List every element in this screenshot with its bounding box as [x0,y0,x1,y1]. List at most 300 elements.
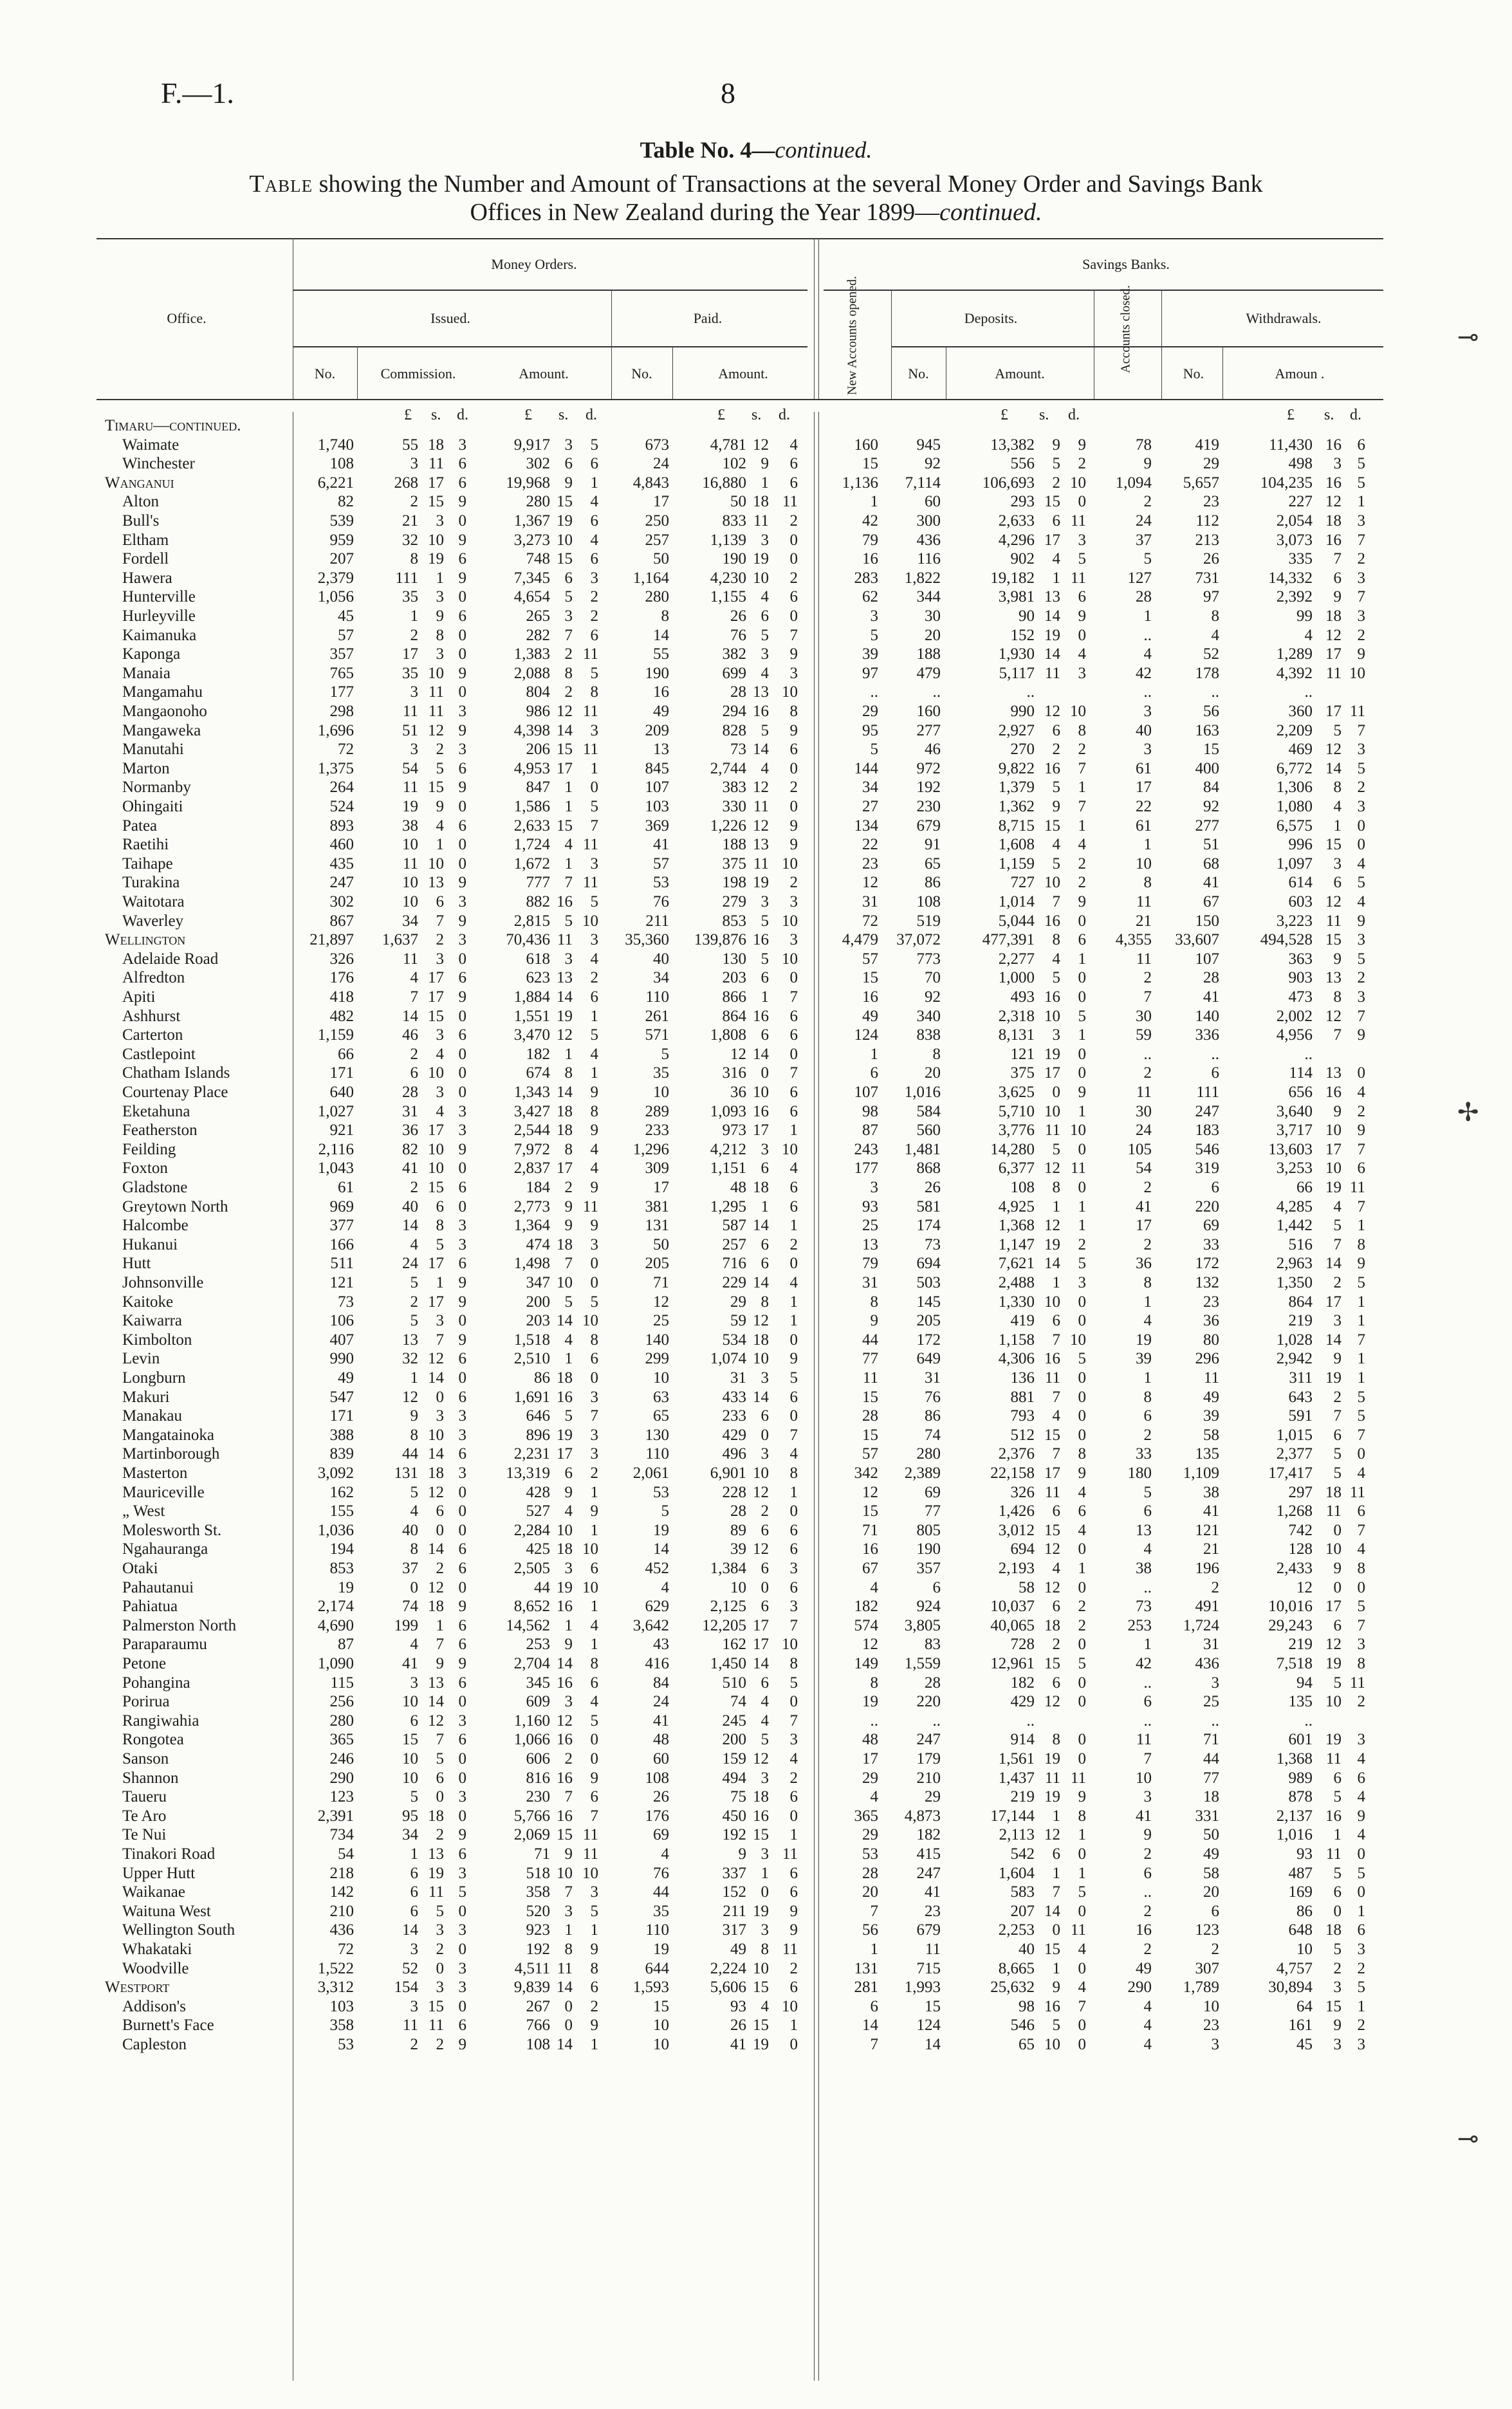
cell-amt-s: 16 [557,1598,573,1616]
cell-wd-l: 135 [1288,1693,1313,1711]
cell-wd-no: 491 [1195,1598,1219,1616]
cell-amt-d: 4 [590,1140,598,1158]
cell-wd-no: .. [1211,1045,1219,1063]
table-row [0,1579,1512,1598]
cell-comm-d: 9 [458,1826,466,1844]
cell-dep-l: 2,253 [998,1921,1035,1939]
cell-closed: 1,094 [1115,474,1152,492]
cell-amt-l: 2,837 [513,1159,550,1177]
cell-dep-d: 1 [1078,779,1086,797]
cell-comm-l: 1 [410,1369,418,1387]
table-row [0,1712,1512,1731]
cell-amt-d: 9 [590,1502,598,1520]
cell-closed: 30 [1136,1007,1152,1025]
office-name: Ngahauranga [122,1540,208,1558]
cell-comm-s: 14 [428,1693,444,1711]
cell-paid-no: 309 [645,1159,669,1177]
cell-comm-s: 2 [436,931,444,949]
cell-paid-no: 48 [653,1731,669,1749]
cell-wd-s: 5 [1333,721,1341,739]
cell-paid-l: 316 [722,1064,746,1082]
cell-amt-d: 3 [590,931,598,949]
cell-paid-s: 5 [761,721,769,739]
cell-paid-no: 2,061 [632,1464,669,1482]
cell-amt-d: 3 [590,569,598,587]
cell-wd-s: 7 [1333,1235,1341,1253]
cell-amt-s: 6 [564,455,573,473]
office-name: Pohangina [122,1674,190,1692]
cell-amt-d: 3 [590,1388,598,1406]
cell-wd-l: 10 [1296,1941,1313,1958]
cell-wd-l: 591 [1288,1407,1313,1425]
cell-paid-d: 6 [789,1026,798,1044]
cell-comm-d: 0 [458,798,466,815]
cell-paid-d: 6 [789,1979,798,1997]
cell-paid-s: 19 [753,550,769,568]
cell-wd-l: 473 [1288,988,1313,1006]
cell-amt-s: 2 [564,1179,573,1196]
cell-dep-s: 0 [1052,1921,1060,1939]
cell-paid-no: 17 [653,493,669,511]
cell-dep-no: 1,016 [904,1084,941,1101]
cell-paid-s: 15 [753,1826,769,1844]
cell-comm-d: 0 [458,1769,466,1787]
cell-dep-s: 1 [1052,1197,1060,1215]
cell-dep-d: 0 [1078,1369,1086,1387]
cell-comm-d: 3 [458,1426,466,1444]
cell-dep-s: 1 [1052,1959,1060,1977]
cell-paid-l: 699 [722,664,746,682]
cell-comm-d: 0 [458,1997,466,2015]
cell-dep-d: 1 [1078,1826,1086,1844]
cell-comm-l: 14 [402,1007,418,1025]
cell-closed: 1 [1143,1636,1152,1654]
cell-dep-l: 1,437 [998,1769,1035,1787]
cell-comm-d: 9 [458,569,466,587]
cell-amt-d: 5 [590,893,598,910]
cell-amt-s: 5 [564,588,573,606]
table-row [0,1540,1512,1560]
cell-amt-l: 5,766 [513,1807,550,1825]
cell-wd-l: 498 [1288,455,1313,473]
cell-paid-no: 50 [653,550,669,568]
vline-2 [357,346,358,399]
cell-amt-d: 3 [590,721,598,739]
table-row [0,1236,1512,1255]
table-row [0,1350,1512,1369]
office-name: Alfredton [122,969,185,987]
office-name: Burnett's Face [122,2017,214,2035]
cell-comm-d: 6 [458,1179,466,1196]
cell-amt-d: 6 [590,455,598,473]
cell-wd-l: 614 [1288,874,1313,892]
cell-amt-l: 896 [526,1426,550,1444]
cell-comm-s: 6 [436,893,444,910]
cell-paid-d: 6 [789,1084,798,1101]
cell-amt-d: 1 [590,1921,598,1939]
cell-comm-l: 41 [402,1159,418,1177]
cell-dep-d: 1 [1078,1217,1086,1235]
cell-paid-d: 0 [789,550,798,568]
cell-new-accounts: 15 [862,969,878,987]
cell-amt-l: 804 [526,683,550,701]
table-row [0,931,1512,950]
cell-dep-l: 8,715 [998,817,1035,835]
office-name: Hurleyville [122,607,196,625]
cell-paid-l: 59 [730,1312,746,1330]
cell-paid-s: 4 [761,1997,769,2015]
cell-wd-l: 603 [1288,893,1313,910]
cell-dep-s: 19 [1044,1750,1060,1768]
cell-wd-s: 6 [1333,1883,1341,1901]
cell-closed: 11 [1136,893,1152,910]
cell-wd-d: 11 [1349,1179,1365,1196]
cell-comm-l: 5 [410,1483,418,1501]
cell-wd-s: 14 [1325,1255,1341,1273]
cell-amt-d: 2 [590,607,598,625]
cell-paid-no: 108 [645,1769,669,1787]
cell-dep-s: 6 [1052,1674,1060,1692]
cell-comm-l: 14 [402,1921,418,1939]
cell-dep-l: 219 [1010,1788,1035,1806]
cell-new-accounts: 6 [870,1064,878,1082]
cell-dep-d: 9 [1078,607,1086,625]
cell-wd-s: 15 [1325,931,1341,949]
cell-paid-no: 71 [653,1274,669,1291]
cell-dep-d: 0 [1078,1064,1086,1082]
cell-amt-d: 9 [590,1217,598,1235]
cell-comm-l: 40 [402,1197,418,1215]
cell-dep-l: 10,037 [990,1598,1035,1616]
cell-closed: 11 [1136,950,1152,968]
cell-amt-s: 3 [564,950,573,968]
cell-issued-no: 921 [329,1121,354,1140]
cell-comm-s: 3 [436,1407,444,1425]
cell-comm-d: 3 [458,1102,466,1120]
cell-comm-s: 12 [428,1350,444,1368]
cell-amt-d: 8 [590,1102,598,1120]
cell-dep-d: 0 [1078,1045,1086,1063]
cell-dep-no: 210 [916,1769,941,1787]
cell-closed: 38 [1136,1560,1152,1577]
cell-paid-s: 6 [761,1159,769,1177]
cell-wd-d: 3 [1357,2036,1365,2053]
cell-new-accounts: 71 [862,1521,878,1539]
cell-wd-d: 8 [1357,1655,1365,1672]
cell-dep-l: 121 [1010,1045,1035,1063]
cell-comm-s: 7 [436,1636,444,1654]
cell-dep-no: 23 [925,1902,941,1920]
cell-dep-l: .. [1026,1712,1035,1730]
cell-wd-s: 4 [1333,798,1341,815]
cell-comm-l: 55 [402,436,418,454]
cell-paid-no: 369 [645,817,669,835]
table-row [0,1046,1512,1065]
cell-paid-l: 510 [722,1674,746,1692]
cell-comm-d: 6 [458,2017,466,2035]
cell-amt-s: 10 [557,531,573,549]
cell-amt-s: 1 [564,854,573,872]
office-name: Kaponga [122,645,181,663]
cell-wd-l: 3,253 [1276,1159,1313,1177]
cell-closed: 21 [1136,912,1152,930]
cell-amt-s: 4 [564,836,573,854]
cell-issued-no: 1,090 [317,1655,354,1672]
office-name: Mauriceville [122,1483,205,1501]
cell-comm-s: 17 [428,474,444,492]
table-row [0,1655,1512,1674]
cell-amt-d: 9 [590,1941,598,1958]
cell-dep-no: 7,114 [905,474,941,492]
cell-amt-s: 3 [564,1693,573,1711]
cell-amt-l: 184 [526,1179,550,1196]
cell-comm-s: 17 [428,1293,444,1311]
table-row [0,1883,1512,1903]
cell-dep-d: 7 [1078,1997,1086,2015]
cell-comm-d: 6 [458,607,466,625]
cell-issued-no: 839 [329,1445,354,1463]
cell-paid-s: 3 [761,1445,769,1463]
cell-wd-l: 2,942 [1276,1350,1313,1368]
table-row [0,1598,1512,1617]
cell-wd-no: 25 [1203,1693,1219,1711]
cell-paid-s: 6 [761,1560,769,1577]
table-row [0,1026,1512,1046]
cell-dep-l: 727 [1010,874,1035,892]
cell-dep-d: 4 [1078,1941,1086,1958]
cell-paid-l: 2,744 [710,759,746,777]
cell-dep-l: 477,391 [982,931,1035,949]
cell-paid-d: 9 [789,645,798,663]
cell-comm-s: 3 [436,1312,444,1330]
cell-paid-no: 19 [653,1941,669,1958]
cell-wd-no: 52 [1203,645,1219,663]
cell-amt-l: 777 [526,874,550,892]
cell-closed: .. [1143,1883,1152,1901]
cell-paid-s: 5 [761,1731,769,1749]
cell-dep-d: 1 [1078,1197,1086,1215]
cell-wd-s: 0 [1333,1521,1341,1539]
cell-closed: 180 [1127,1464,1152,1482]
cell-wd-d: 3 [1357,931,1365,949]
cell-paid-no: 110 [645,1921,669,1939]
cell-wd-s: 5 [1333,1674,1341,1692]
cell-wd-d: 9 [1357,645,1365,663]
cell-paid-d: 11 [782,493,798,511]
cell-dep-s: 11 [1044,1483,1060,1501]
office-name: Upper Hutt [122,1864,196,1882]
vline-9 [1161,290,1162,399]
cell-amt-s: 2 [564,683,573,701]
cell-amt-d: 1 [590,1483,598,1501]
cell-amt-d: 2 [590,1464,598,1482]
cell-amt-s: 7 [564,874,573,892]
cell-dep-no: 41 [925,1883,941,1901]
cell-amt-l: 1,724 [513,836,550,854]
office-name: Molesworth St. [122,1521,222,1539]
cell-paid-d: 6 [789,455,798,473]
cell-paid-s: 14 [753,1217,769,1235]
cell-wd-no: 71 [1203,1731,1219,1749]
cell-closed: 17 [1136,779,1152,797]
office-name: Mangatainoka [122,1426,215,1444]
cell-amt-l: 2,284 [513,1521,550,1539]
cell-wd-l: 903 [1288,969,1313,987]
cell-closed: 4 [1143,2017,1152,2035]
cell-new-accounts: 12 [862,1636,878,1654]
cell-dep-no: 65 [925,854,941,872]
cell-paid-l: 228 [722,1483,746,1501]
cell-dep-no: 4,873 [904,1807,941,1825]
vline-5b [818,238,819,399]
cell-amt-l: 1,691 [513,1388,550,1406]
cell-comm-l: 5 [410,1274,418,1291]
office-name: Porirua [122,1693,170,1711]
cell-dep-no: 679 [916,817,941,835]
table-row [0,645,1512,665]
cell-comm-l: 11 [402,779,418,797]
cell-dep-s: 12 [1044,703,1060,720]
cell-comm-l: 0 [410,1578,418,1596]
cell-paid-no: 205 [645,1255,669,1273]
cell-dep-no: 28 [925,1674,941,1692]
cell-comm-d: 5 [458,1883,466,1901]
cell-paid-no: 452 [645,1560,669,1577]
cell-wd-no: 3 [1211,1674,1219,1692]
cell-paid-d: 6 [789,1788,798,1806]
cell-amt-s: 9 [564,474,573,492]
cell-dep-s: 11 [1044,1369,1060,1387]
cell-comm-l: 17 [402,645,418,663]
cell-dep-no: 31 [925,1369,941,1387]
table-row [0,493,1512,512]
cell-amt-l: 19,968 [506,474,550,492]
cell-dep-d: 5 [1078,1883,1086,1901]
cell-paid-no: 35 [653,1902,669,1920]
cell-comm-d: 0 [458,1064,466,1082]
cell-wd-d: 3 [1357,1941,1365,1958]
cell-wd-l: 742 [1288,1521,1313,1539]
cell-dep-no: 945 [916,436,941,454]
cell-comm-d: 9 [458,1331,466,1349]
cell-wd-d: 7 [1357,1616,1365,1634]
cell-closed: 49 [1136,1959,1152,1977]
cell-paid-l: 28 [730,1502,746,1520]
office-name: Paraparaumu [122,1636,207,1654]
cell-amt-d: 5 [590,1026,598,1044]
cell-wd-d: 7 [1357,1331,1365,1349]
cell-comm-d: 6 [458,1560,466,1577]
cell-dep-l: 108 [1010,1179,1035,1196]
cell-wd-d: 11 [1349,1483,1365,1501]
cell-amt-s: 12 [557,1026,573,1044]
cell-comm-l: 2 [410,1179,418,1196]
cell-dep-no: 30 [925,607,941,625]
cell-comm-d: 0 [458,1197,466,1215]
cell-comm-l: 5 [410,1788,418,1806]
table-row [0,874,1512,893]
cell-comm-s: 10 [428,1140,444,1158]
cell-amt-l: 4,654 [513,588,550,606]
cell-amt-s: 16 [557,1731,573,1749]
cell-closed: 37 [1136,531,1152,549]
cell-wd-s: 9 [1333,1560,1341,1577]
cell-paid-d: 3 [789,1560,798,1577]
cell-wd-d: 4 [1357,1826,1365,1844]
cell-new-accounts: .. [870,683,878,701]
office-name: Rangiwahia [122,1712,199,1730]
cell-dep-s: 13 [1044,588,1060,606]
cell-paid-d: 7 [789,626,798,644]
cell-amt-d: 11 [582,836,598,854]
cell-dep-d: 4 [1078,1521,1086,1539]
cell-wd-d: 2 [1357,1693,1365,1711]
office-name: Hunterville [122,588,196,606]
cell-dep-l: 881 [1010,1388,1035,1406]
cell-wd-s: 17 [1325,1293,1341,1311]
cell-comm-s: 1 [436,1616,444,1634]
cell-paid-l: 229 [722,1274,746,1291]
table-row [0,1693,1512,1712]
cell-paid-no: 211 [645,912,669,930]
cell-new-accounts: 3 [870,1179,878,1196]
table-row [0,607,1512,627]
office-name: Manaia [122,664,171,682]
cell-wd-s: 12 [1325,741,1341,759]
cell-dep-s: 5 [1052,969,1060,987]
table-row [0,1255,1512,1274]
cell-dep-d: 9 [1078,1464,1086,1482]
cell-wd-d: 3 [1357,607,1365,625]
cell-paid-s: 14 [753,1045,769,1063]
cell-comm-s: 3 [436,645,444,663]
cell-wd-no: 84 [1203,779,1219,797]
cell-comm-d: 3 [458,1864,466,1882]
cell-issued-no: 435 [329,854,354,872]
cell-closed: 3 [1143,741,1152,759]
cell-wd-l: 2,002 [1276,1007,1313,1025]
cell-wd-s: 7 [1333,550,1341,568]
cell-paid-no: 24 [653,1693,669,1711]
cell-paid-l: 375 [722,854,746,872]
office-name: Eltham [122,531,169,549]
table-row [0,627,1512,646]
cell-dep-s: 4 [1052,950,1060,968]
table-row [0,836,1512,855]
cell-dep-s: 7 [1052,1883,1060,1901]
cell-amt-l: 2,505 [513,1560,550,1577]
cell-comm-l: 2 [410,2036,418,2053]
cell-new-accounts: 1,136 [842,474,878,492]
cell-wd-no: 3 [1211,2036,1219,2053]
cell-comm-s: 10 [428,854,444,872]
cell-paid-no: 26 [653,1788,669,1806]
cell-amt-l: 3,470 [513,1026,550,1044]
cell-comm-d: 9 [458,1293,466,1311]
cell-dep-no: 581 [916,1197,941,1215]
cell-issued-no: 734 [329,1826,354,1844]
table-row [0,569,1512,589]
table-row [0,893,1512,912]
cell-paid-l: 31 [730,1369,746,1387]
cell-comm-l: 13 [402,1331,418,1349]
cell-closed: 11 [1136,1731,1152,1749]
cell-dep-l: 25,632 [990,1979,1035,1997]
cell-comm-l: 51 [402,721,418,739]
cell-wd-l: 2,209 [1276,721,1313,739]
cell-new-accounts: 149 [854,1655,878,1672]
table-row [0,1312,1512,1331]
